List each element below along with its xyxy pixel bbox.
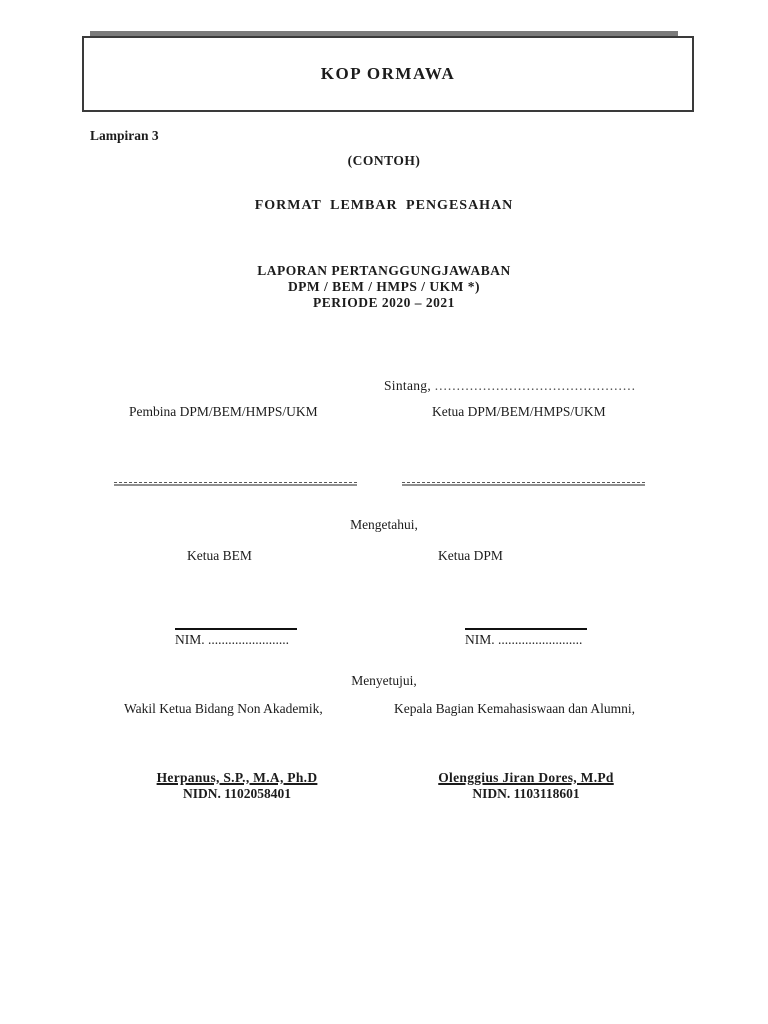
- approver-right-nidn: NIDN. 1103118601: [472, 786, 580, 801]
- report-title-line-1: LAPORAN PERTANGGUNGJAWABAN: [257, 263, 511, 278]
- document-title: FORMAT LEMBAR PENGESAHAN: [254, 198, 514, 213]
- approve-label: Menyetujui,: [351, 673, 417, 688]
- report-title-block: [0, 263, 768, 311]
- approver-left-nidn: NIDN. 1102058401: [182, 786, 291, 801]
- approver-right-name: Olenggius Jiran Dores, M.Pd: [438, 770, 614, 785]
- signatory-kepala-bagian-label: Kepala Bagian Kemahasiswaan dan Alumni,: [394, 701, 636, 716]
- place-label: Sintang,: [384, 378, 432, 393]
- report-title-line-2: DPM / BEM / HMPS / UKM *): [287, 279, 481, 294]
- approver-left-name: Herpanus, S.P., M.A, Ph.D: [156, 770, 318, 785]
- approver-left-block: [117, 770, 357, 802]
- signatory-ketua-bem-label: Ketua BEM: [187, 548, 252, 563]
- letterhead-box: [82, 36, 694, 112]
- nim-field-right: NIM. .........................: [465, 632, 583, 647]
- signature-solid-line-left: [175, 628, 297, 630]
- nim-field-left: NIM. ........................: [175, 632, 289, 647]
- acknowledge-label: Mengetahui,: [350, 517, 418, 532]
- signatory-ketua-label: Ketua DPM/BEM/HMPS/UKM: [432, 404, 606, 419]
- signatory-pembina-label: Pembina DPM/BEM/HMPS/UKM: [129, 404, 318, 419]
- report-title-line-3: PERIODE 2020 – 2021: [313, 295, 455, 310]
- attachment-label: Lampiran 3: [90, 128, 159, 143]
- approver-right-block: [406, 770, 646, 802]
- signatory-wakil-ketua-label: Wakil Ketua Bidang Non Akademik,: [124, 701, 323, 716]
- signatory-ketua-dpm-label: Ketua DPM: [438, 548, 503, 563]
- place-date-dotted-leader: ..............................................: [434, 378, 636, 393]
- example-label: (CONTOH): [347, 153, 421, 168]
- signature-dashed-line-right: [402, 482, 645, 486]
- letterhead-title: KOP ORMAWA: [320, 64, 456, 83]
- signature-solid-line-right: [465, 628, 587, 630]
- place-date-line: [384, 378, 636, 394]
- signature-dashed-line-left: [114, 482, 357, 486]
